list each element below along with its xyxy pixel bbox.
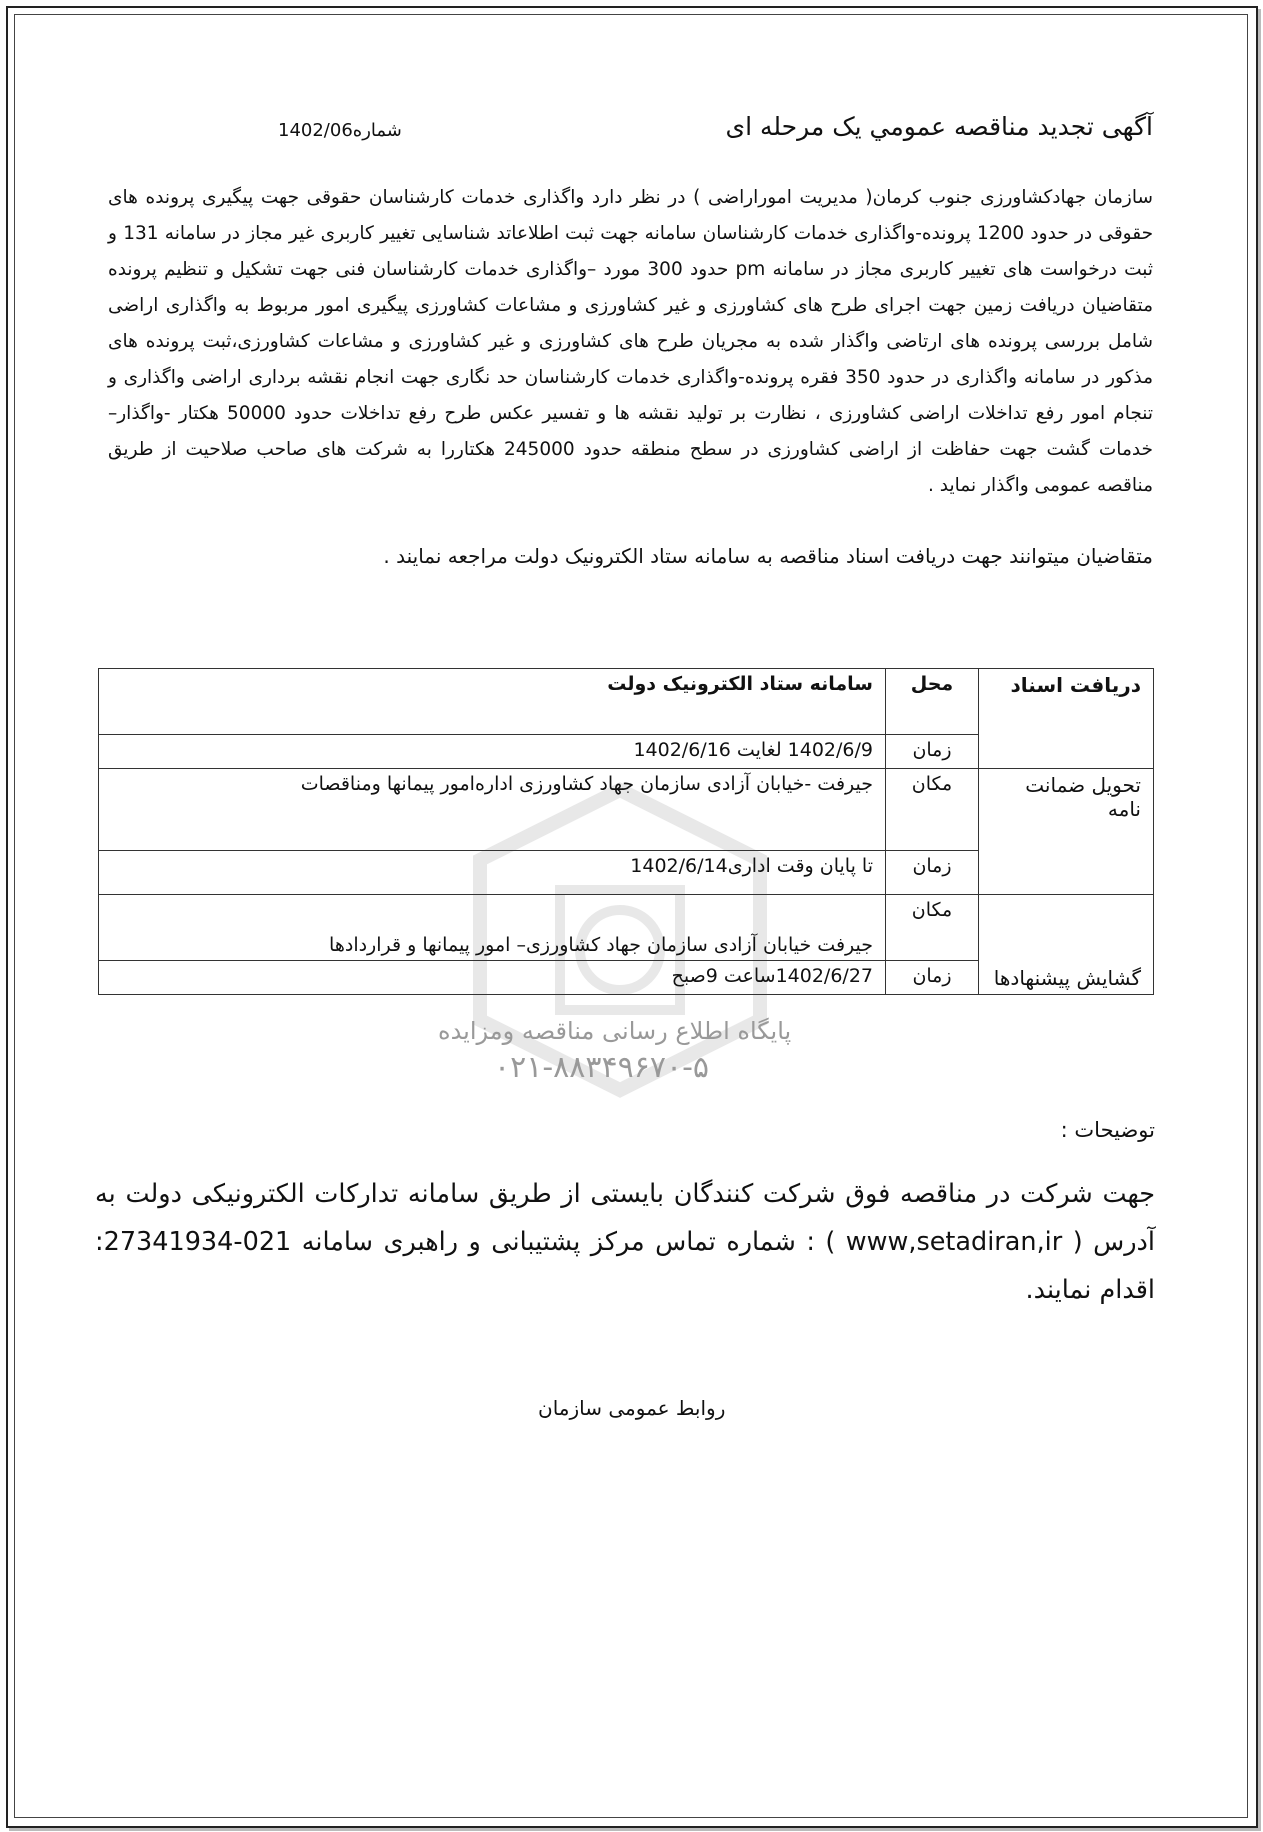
opening-time-value: 1402/6/27ساعت 9صبح [99,961,886,995]
notes-text-part2: ) : شماره تماس مرکز پشتیبانی و راهبری سامانه 021-27341934: اقدام نمایند. [95,1227,1155,1305]
notes-paragraph [95,1170,1155,1314]
table-row [99,895,1154,961]
notice-number: شماره1402/06 [278,120,402,141]
receive-docs-time-value: 1402/6/9 لغایت 1402/6/16 [99,735,886,769]
receive-docs-group: دریافت اسناد [979,669,1154,769]
footer-signature: روابط عمومی سازمان [538,1396,726,1420]
watermark-phone-text: ۰۲۱-۸۸۳۴۹۶۷۰-۵ [494,1050,710,1085]
guarantee-time-label: زمان [886,851,979,895]
guarantee-place-label: مکان [886,769,979,851]
notes-title: توضیحات : [1060,1118,1155,1142]
receive-docs-place-label: محل [886,669,979,735]
schedule-table [98,668,1154,995]
guarantee-place-value: جیرفت -خیابان آزادی سازمان جهاد کشاورزی اداره‌امور پیمانها ومناقصات [99,769,886,851]
applicants-instruction: متقاضیان میتوانند جهت دریافت اسناد مناقصه به سامانه ستاد الکترونیک دولت مراجعه نمایند . [383,544,1153,568]
opening-time-label: زمان [886,961,979,995]
watermark-site-text: پایگاه اطلاع رسانی مناقصه ومزایده [438,1017,792,1045]
opening-place-label: مکان [886,895,979,961]
opening-place-value: جیرفت خیابان آزادی سازمان جهاد کشاورزی– امور پیمانها و قراردادها [99,895,886,961]
opening-group: گشایش پیشنهادها [979,895,1154,995]
receive-docs-place-value: سامانه ستاد الکترونیک دولت [99,669,886,735]
table-row [99,769,1154,851]
notes-text-part1: جهت شرکت در مناقصه فوق شرکت کنندگان بایستی از طریق سامانه تدارکات الکترونیکی دولت به آدرس ( [95,1179,1155,1257]
guarantee-time-value: تا پایان وقت اداری1402/6/14 [99,851,886,895]
table-row [99,669,1154,735]
notes-url: www,setadiran,ir [845,1227,1063,1257]
notice-intro-paragraph: سازمان جهادکشاورزی جنوب کرمان( مدیریت اموراراضی ) در نظر دارد واگذاری خدمات کارشناسان حقوقی جهت پیگیری پرونده های حقوقی در حدود 1200 پرونده-واگذاری خدمات کارشناسان سامانه جهت ثبت اطلاعاتد شناسایی تغییر کاربری غیر مجاز در سامانه 131 و ثبت درخواست های تغییر کاربری مجاز در سامانه pm حدود 300 مورد –واگذاری خدمات کارشناسان فنی جهت تشکیل و تنظیم پرونده متقاضیان دریافت زمین جهت اجرای طرح های کشاورزی و غیر کشاورزی و مشاعات کشاورزی پیگیری امور مربوط به واگذاری اراضی شامل بررسی پرونده های ارتاضی واگذار شده به مجریان طرح های کشاورزی و غیر کشاورزی و مشاعات کشاورزی،ثبت پرونده های مذکور در سامانه واگذاری در حدود 350 فقره پرونده-واگذاری خدمات کارشناسان حد نگاری جهت انجام نقشه برداری اراضی واگذاری و تنجام امور رفع تداخلات اراضی کشاورزی ، نظارت بر تولید نقشه ها و تفسیر عکس طرح رفع تداخلات حدود 50000 هکتار -واگذار– خدمات گشت جهت حفاظت از اراضی کشاورزی در سطح منطقه حدود 245000 هکتاررا به شرکت های صاحب صلاحیت از طریق مناقصه عمومی واگذار نماید . [108,187,1154,496]
guarantee-group: تحویل ضمانت نامه [979,769,1154,895]
notice-title: آگهی تجدید مناقصه عمومي یک مرحله ای [725,112,1153,141]
receive-docs-time-label: زمان [886,735,979,769]
